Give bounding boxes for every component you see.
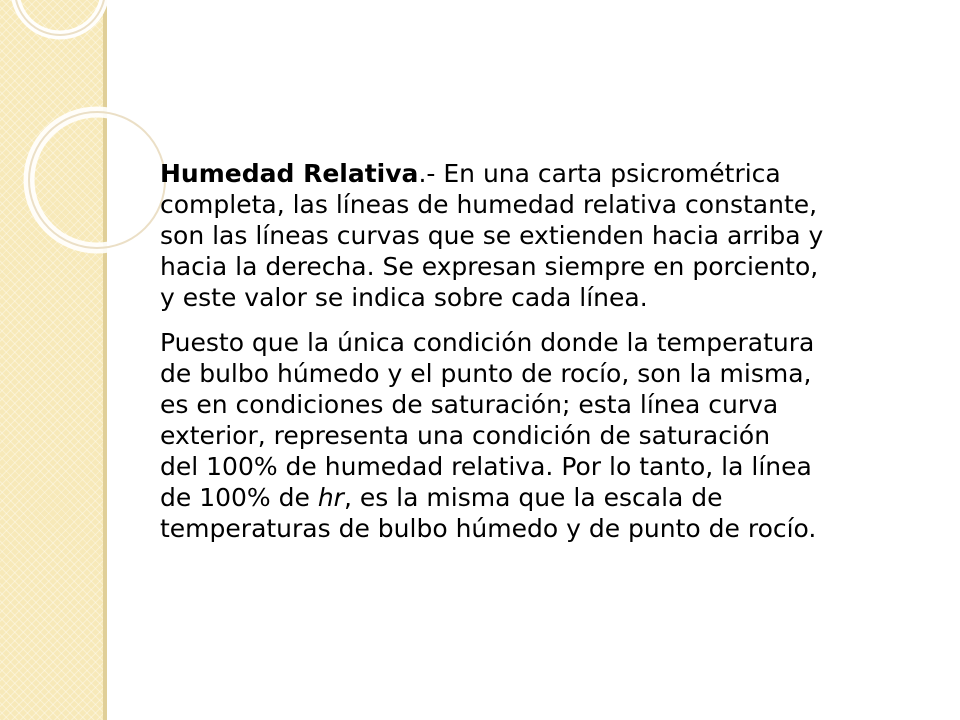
decorative-ring-bottom-outline (29, 112, 165, 248)
paragraph-relative-humidity (160, 158, 950, 313)
paragraph-2-text-start: Puesto que la única condición donde la temperatura de bulbo húmedo y el punto de rocío, son la misma, es en condiciones de saturación; esta línea curva exterior, representa una condición de saturación del 100% de humedad relativa. Por lo tanto, la línea de 100% de (160, 328, 815, 512)
decorative-ring-top (15, 0, 105, 35)
paragraph-saturation (160, 327, 950, 544)
abbreviation-hr: hr (317, 483, 344, 512)
slide-content (160, 158, 950, 558)
paragraph-1-text: .- En una carta psicrométrica completa, las líneas de humedad relativa constante, son las líneas curvas que se extienden hacia arriba y hacia la derecha. Se expresan siempre en porciento, y este valor se indica sobre cada línea. (160, 159, 824, 312)
term-humedad-relativa: Humedad Relativa (160, 159, 419, 188)
paragraph-2-text-end: , es la misma que la escala de temperaturas de bulbo húmedo y de punto de rocío. (160, 483, 817, 543)
